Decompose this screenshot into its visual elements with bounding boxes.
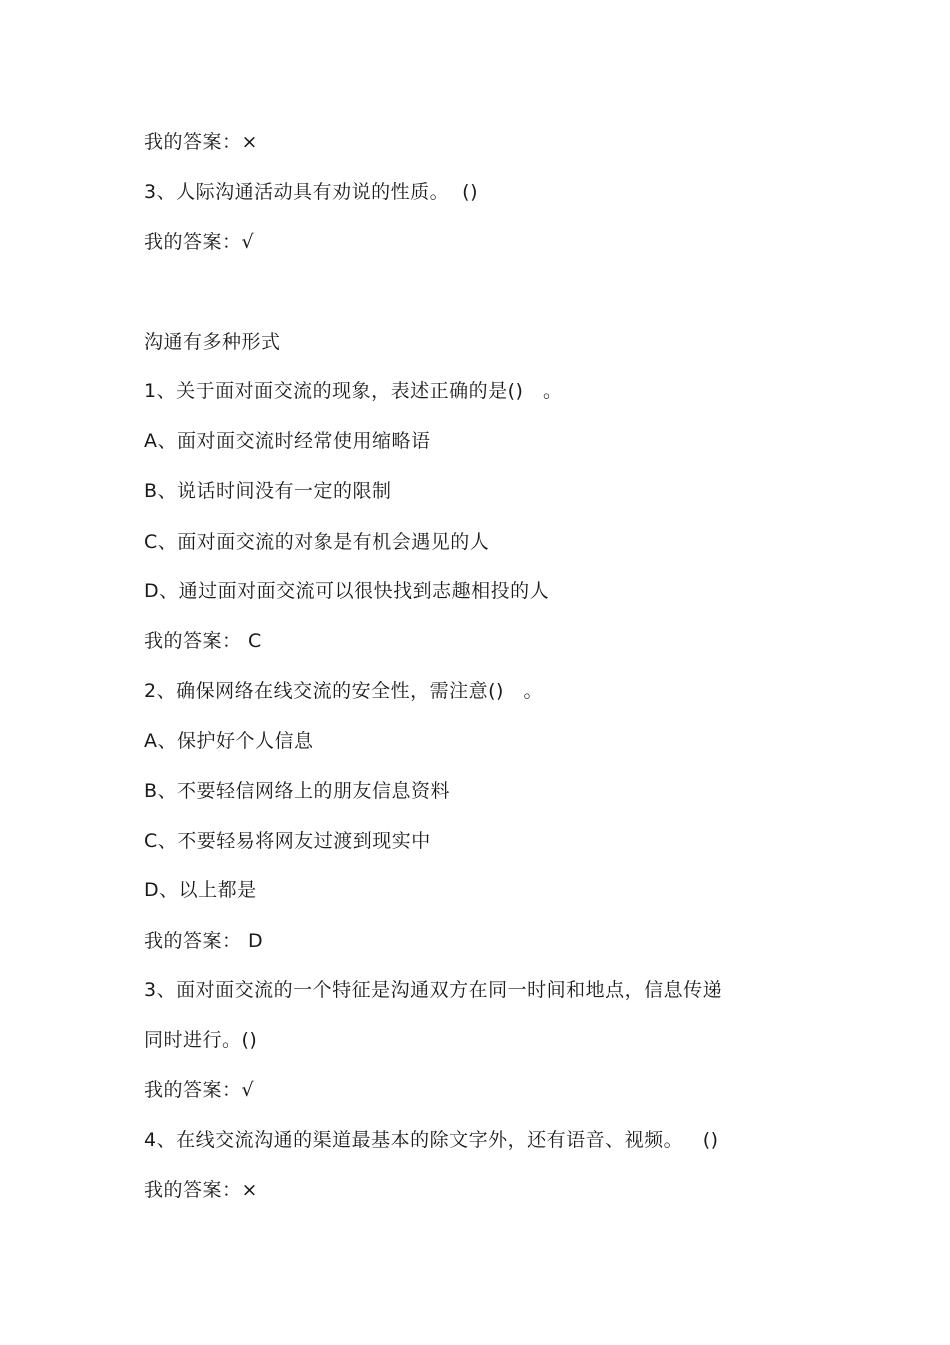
question-line: 4、在线交流沟通的渠道最基本的除文字外，还有语音、视频。 () bbox=[144, 1129, 719, 1151]
answer-line: 我的答案：× bbox=[144, 1179, 258, 1201]
option-line: A、面对面交流时经常使用缩略语 bbox=[144, 430, 431, 452]
question-line: 2、确保网络在线交流的安全性，需注意() 。 bbox=[144, 680, 544, 702]
question-line: 3、人际沟通活动具有劝说的性质。 () bbox=[144, 181, 478, 203]
question-line-continued: 同时进行。() bbox=[144, 1029, 258, 1051]
answer-line: 我的答案： D bbox=[144, 930, 264, 952]
answer-line: 我的答案：√ bbox=[144, 1079, 255, 1101]
option-line: D、以上都是 bbox=[144, 879, 257, 901]
answer-line: 我的答案：× bbox=[144, 131, 258, 153]
option-line: A、保护好个人信息 bbox=[144, 730, 314, 752]
answer-line: 我的答案： C bbox=[144, 630, 262, 652]
answer-line: 我的答案：√ bbox=[144, 231, 255, 253]
question-line: 1、关于面对面交流的现象，表述正确的是() 。 bbox=[144, 380, 563, 402]
option-line: D、通过面对面交流可以很快找到志趣相投的人 bbox=[144, 580, 550, 602]
option-line: B、说话时间没有一定的限制 bbox=[144, 480, 392, 502]
option-line: B、不要轻信网络上的朋友信息资料 bbox=[144, 780, 451, 802]
option-line: C、面对面交流的对象是有机会遇见的人 bbox=[144, 531, 490, 553]
section-heading: 沟通有多种形式 bbox=[144, 331, 281, 353]
option-line: C、不要轻易将网友过渡到现实中 bbox=[144, 830, 431, 852]
question-line: 3、面对面交流的一个特征是沟通双方在同一时间和地点，信息传递 bbox=[144, 979, 723, 1001]
